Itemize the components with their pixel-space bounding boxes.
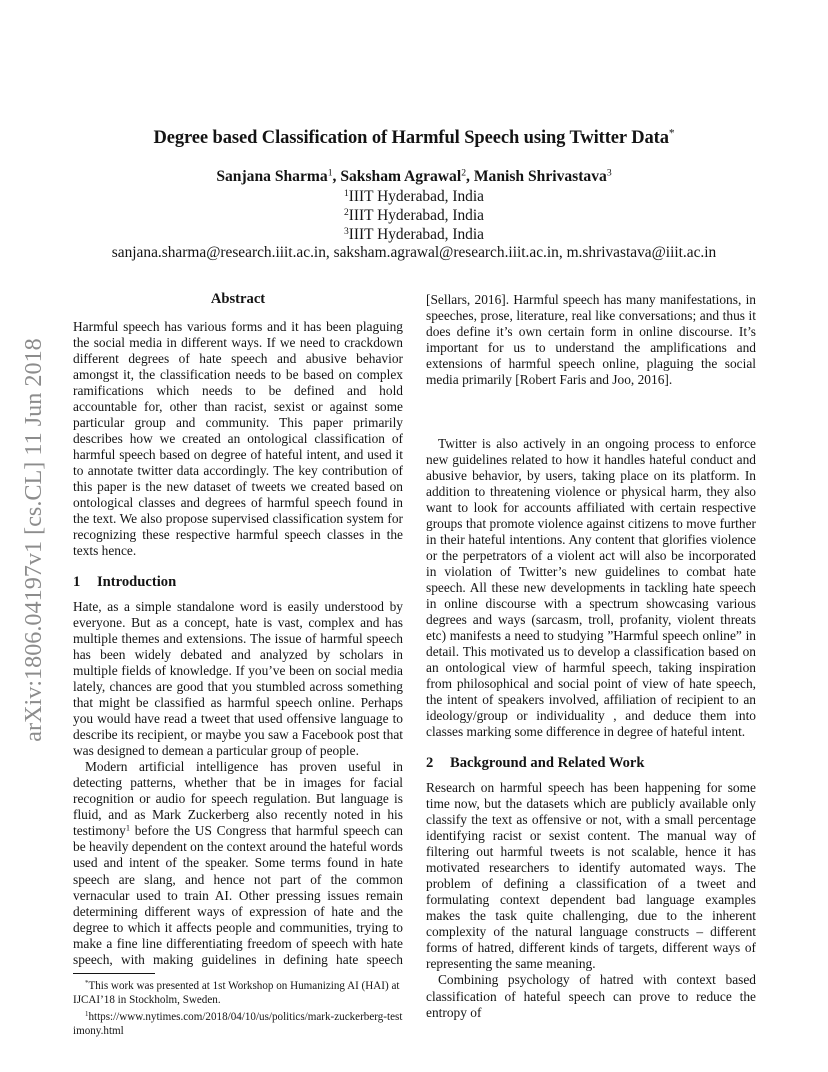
title-footnote-mark: * — [668, 127, 675, 140]
footnote — [73, 980, 403, 1007]
footnote-reference: 1 — [125, 823, 130, 833]
affiliation-line — [0, 226, 828, 244]
paper-title-text: Degree based Classification of Harmful Speech using Twitter Data — [153, 128, 669, 148]
section-title: Introduction — [97, 574, 177, 591]
abstract-body: Harmful speech has various forms and it has been plaguing the social media in different ways. If we need to crackdown different degrees of hate speech and abusive behavior amongst it, the classification needs to be based on complex ramifications which needs to be defined and hold accountable for, other than racist, sexist or against some particular group and community. This paper primarily describes how we created an ontological classification of harmful speech based on degree of hateful intent, and used it to annotate twitter data accordingly. The key contribution of this paper is the new dataset of tweets we created based on ontological classes and degrees of harmful speech found in the text. We also propose supervised classification system for recognizing these respective harmful speech classes in the texts hence. — [73, 319, 403, 559]
affiliation-mark: 2 — [344, 206, 349, 218]
author-emails: sanjana.sharma@research.iiit.ac.in, saksham.agrawal@research.iiit.ac.in, m.shrivastava@iiit.ac.in — [111, 244, 717, 261]
author-affiliation-mark: 3 — [606, 167, 612, 179]
body-paragraph-start — [73, 759, 403, 967]
arxiv-identifier-text: arXiv:1806.04197v1 [cs.CL] 11 Jun 2018 — [20, 338, 47, 742]
footnote-rule — [73, 973, 155, 974]
author-name: Sanjana Sharma — [216, 168, 328, 185]
continued-paragraph-text — [426, 292, 756, 388]
author-name: Saksham Agrawal — [340, 168, 462, 185]
paragraph-text-continued-duplicate: [Sellars, 2016]. Harmful speech has many manifestations, in speeches, prose, literature, real like conversations; and thus it does define it’s own certain form in online discourse. It’s important for us to understand the amplifications and extensions of harmful speech online, plaguing the social media primarily [Robert Faris and Joo, 2016]. — [426, 292, 756, 388]
footnote — [73, 1011, 403, 1038]
affiliation-text: IIIT Hyderabad, India — [348, 188, 484, 205]
right-column — [426, 292, 756, 1021]
author-affiliation-mark: 2 — [461, 167, 467, 179]
left-column — [73, 289, 403, 1038]
affiliation-line — [0, 188, 828, 206]
section-number: 2 — [426, 755, 434, 772]
affiliation-text: IIIT Hyderabad, India — [348, 226, 484, 243]
section-heading — [426, 754, 756, 772]
paragraph-text-continued: before the US Congress that harmful speech can be heavily dependent on the context around the hateful words used and intent of the speaker. Some terms found in hate speech are slang, and hence not part of the common vernacular used to train AI. Other pressing issues remain determining different ways of expression of hate and the degree to which it affects people and communities, trying to make a fine line differentiating freedom of speech with hate speech, with making guidelines in defining hate speech — [73, 823, 403, 967]
section-number: 1 — [73, 574, 81, 591]
footnotes — [73, 980, 403, 1038]
affiliation-text: IIIT Hyderabad, India — [348, 207, 484, 224]
abstract-heading: Abstract — [210, 291, 266, 307]
body-paragraph: Combining psychology of hatred with context based classification of hateful speech can prove to reduce the entropy of — [426, 972, 756, 1020]
section-title: Background and Related Work — [450, 755, 645, 772]
footnote-mark: 1 — [85, 1011, 89, 1019]
body-paragraph: Twitter is also actively in an ongoing process to enforce new guidelines related to how it handles hateful conduct and abusive behavior, by users, taking place on its platform. In addition to threatening violence or physical harm, they also want to look for accounts affiliated with certain respective groups that promote violence against citizens to move further in their hateful intentions. Any content that glorifies violence or the perpetrators of a violent act will also be incorporated in violation of Twitter’s new guidelines to combat hate speech. All these new developments in tackling hate speech in online discourse with a spectrum showcasing various degrees and ways (sarcasm, troll, profanity, violent threats etc) manifests a need to studying ”Harmful speech online” in detail. This motivated us to develop a classification based on an ontological view of harmful speech, taking inspiration from philosophical and social point of view of hate speech, the intent of speakers involved, affiliation of recipient to an ideology/group or individuality , and deduce them into classes marking some difference in degree of hateful intent. — [426, 436, 756, 740]
author-list — [0, 168, 828, 186]
paper-title — [0, 128, 828, 149]
paragraph-text: Modern artificial intelligence has proven useful in detecting patterns, whether that be in images for facial recognition or audio for speech regulation. But language is fluid, and as Mark Zuckerberg also recently noted in his testimony — [73, 759, 403, 839]
arxiv-identifier-stamp — [14, 290, 54, 790]
author-separator: , — [466, 168, 474, 185]
author-affiliation-mark: 1 — [327, 167, 333, 179]
section-heading — [73, 573, 403, 591]
body-paragraph: Hate, as a simple standalone word is easily understood by everyone. But as a concept, hate is vast, complex and has multiple themes and extensions. The issue of harmful speech has been widely debated and analyzed by scholars in multiple fields of knowledge. If you’ve been on social media lately, chances are good that you stumbled across something that might be classified as harmful speech online. Perhaps you would have read a tweet that used offensive language to describe its recipient, or maybe you saw a Facebook post that was designed to demean a particular group of people. — [73, 599, 403, 759]
continued-paragraph — [426, 292, 756, 436]
author-name: Manish Shrivastava — [473, 168, 607, 185]
affiliation-line — [0, 207, 828, 225]
affiliation-mark: 1 — [344, 187, 349, 199]
affiliation-mark: 3 — [344, 225, 349, 237]
footnote-url: https://www.nytimes.com/2018/04/10/us/politics/mark-zuckerberg-testimony.html — [73, 1010, 403, 1037]
author-separator: , — [332, 168, 341, 185]
body-paragraph: Research on harmful speech has been happening for some time now, but the datasets which are publicly available only classify the text as offensive or not, with a small percentage identifying racist or sexist content. The manual way of filtering out harmful tweets is not scalable, hence it has motivated researchers to identify automated ways. The problem of defining a classification of a tweet and formulating context dependent bad language examples makes the task quite challenging, due to the inherent complexity of the natural language constructs – different forms of hatred, different kinds of targets, different ways of representing the same meaning. — [426, 780, 756, 972]
footnote-mark: * — [85, 980, 89, 988]
footnote-text: This work was presented at 1st Workshop on Humanizing AI (HAI) at IJCAI’18 in Stockholm, Sweden. — [73, 980, 400, 1007]
